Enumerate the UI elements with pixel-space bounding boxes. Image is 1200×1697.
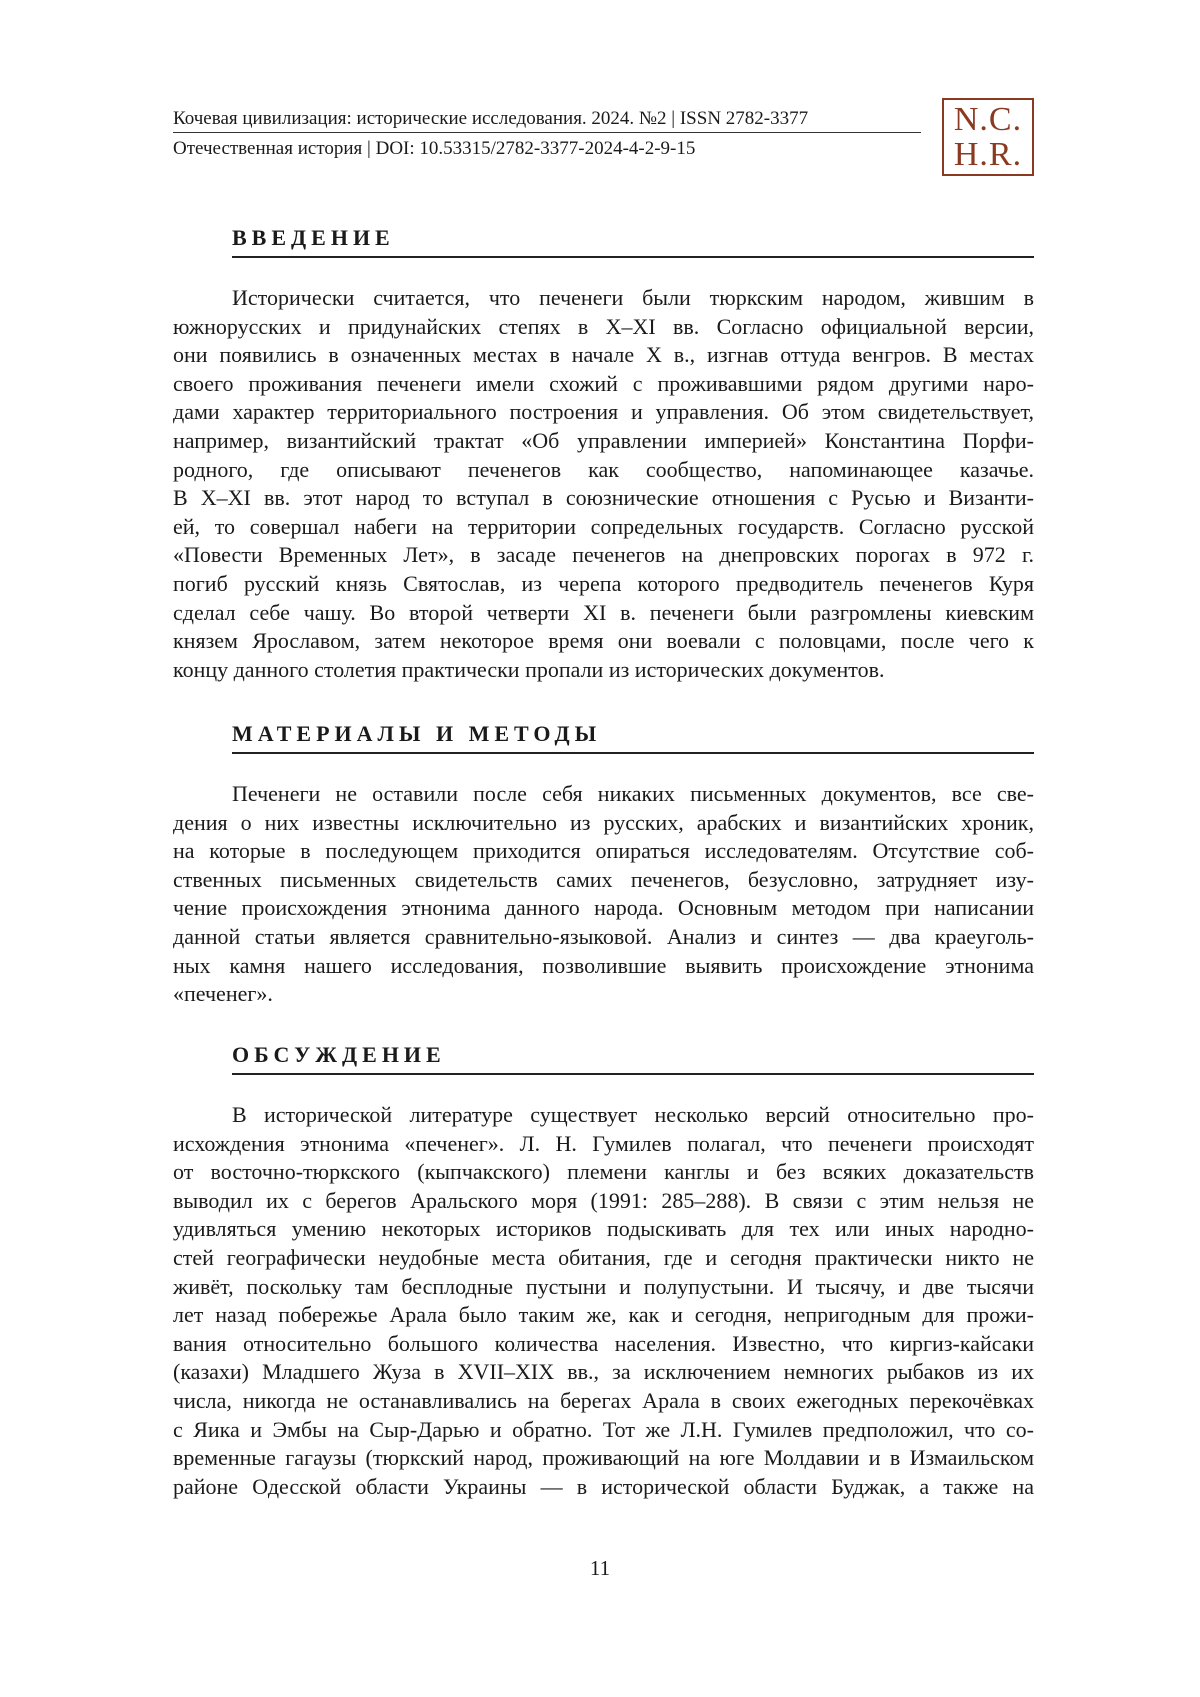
text-line: погиб русский князь Святослав, из черепа которого предводитель печенегов Куря xyxy=(173,570,1034,596)
text-line: ственных письменных свидетельств самих печенегов, безусловно, затрудняет изу- xyxy=(173,866,1034,892)
text-line: ных камня нашего исследования, позволившие выявить происхождение этнонима xyxy=(173,952,1034,978)
logo-bottom-text: H.R. xyxy=(953,136,1023,173)
text-line: родного, где описывают печенегов как сообщество, напоминающее казачье. xyxy=(173,456,1034,482)
discussion-paragraph xyxy=(173,1101,1034,1501)
text-line: они появились в означенных местах в начале X в., изгнав оттуда венгров. В местах xyxy=(173,342,1034,368)
text-line: исхождения этнонима «печенег». Л. Н. Гумилев полагал, что печенеги происходят xyxy=(173,1130,1034,1156)
header-rule xyxy=(173,132,921,133)
text-line: стей географически неудобные места обитания, где и сегодня практически никто не xyxy=(173,1244,1034,1270)
journal-logo xyxy=(942,98,1034,176)
text-line: Исторически считается, что печенеги были тюркским народом, жившим в xyxy=(232,285,1034,310)
text-line: с Яика и Эмбы на Сыр-Дарью и обратно. Тот же Л.Н. Гумилев предположил, что со- xyxy=(173,1416,1034,1442)
materials-methods-paragraph xyxy=(173,780,1034,1009)
text-line: В исторической литературе существует несколько версий относительно про- xyxy=(232,1102,1034,1127)
section-doi: Отечественная история | DOI: 10.53315/2782-3377-2024-4-2-9-15 xyxy=(173,138,696,159)
text-line: на которые в последующем приходится опираться исследователям. Отсутствие соб- xyxy=(173,838,1034,864)
text-line: В X–XI вв. этот народ то вступал в союзнические отношения с Русью и Византи- xyxy=(173,485,1034,511)
text-line: вания относительно большого количества населения. Известно, что киргиз-кайсаки xyxy=(173,1330,1034,1356)
text-line: князем Ярославом, затем некоторое время они воевали с половцами, после чего к xyxy=(173,628,1034,654)
text-line: от восточно-тюркского (кыпчакского) племени канглы и без всяких доказательств xyxy=(173,1159,1034,1185)
text-line: (казахи) Младшего Жуза в XVII–XIX вв., за исключением немногих рыбаков из их xyxy=(173,1359,1034,1385)
text-line: данной статьи является сравнительно-языковой. Анализ и синтез — два краеуголь- xyxy=(173,923,1034,949)
logo-top-text: N.C. xyxy=(953,101,1023,138)
running-header xyxy=(173,106,921,162)
section-title-materials-methods: МАТЕРИАЛЫ И МЕТОДЫ xyxy=(232,719,1034,754)
text-line: «Повести Временных Лет», в засаде печенегов на днепровских порогах в 972 г. xyxy=(173,542,1034,568)
text-line: дения о них известны исключительно из русских, арабских и византийских хроник, xyxy=(173,809,1034,835)
text-line: сделал себе чашу. Во второй четверти XI в. печенеги были разгромлены киевским xyxy=(173,599,1034,625)
introduction-paragraph xyxy=(173,284,1034,684)
text-line: лет назад побережье Арала было таким же, как и сегодня, непригодным для прожи- xyxy=(173,1302,1034,1328)
page-number: 11 xyxy=(589,1556,611,1580)
text-line: числа, никогда не останавливались на берегах Арала в своих ежегодных перекочёвках xyxy=(173,1387,1034,1413)
text-line: временные гагаузы (тюркский народ, проживающий на юге Молдавии и в Измаильском xyxy=(173,1445,1034,1471)
text-line: удивляться умению некоторых историков подыскивать для тех или иных народно- xyxy=(173,1216,1034,1242)
text-line: выводил их с берегов Аральского моря (1991: 285–288). В связи с этим нельзя не xyxy=(173,1187,1034,1213)
text-line: например, византийский трактат «Об управлении империей» Константина Порфи- xyxy=(173,427,1034,453)
section-title-discussion: ОБСУЖДЕНИЕ xyxy=(232,1040,1034,1075)
text-line: концу данного столетия практически пропали из исторических документов. xyxy=(173,656,885,682)
text-line: живёт, поскольку там бесплодные пустыни и полупустыни. И тысячу, и две тысячи xyxy=(173,1273,1034,1299)
text-line: ей, то совершал набеги на территории сопредельных государств. Согласно русской xyxy=(173,513,1034,539)
section-title-introduction: ВВЕДЕНИЕ xyxy=(232,223,1034,258)
text-line: дами характер территориального построения и управления. Об этом свидетельствует, xyxy=(173,399,1034,425)
text-line: районе Одесской области Украины — в исторической области Буджак, а также на xyxy=(173,1473,1034,1499)
text-line: «печенег». xyxy=(173,981,273,1007)
text-line: Печенеги не оставили после себя никаких письменных документов, все све- xyxy=(232,781,1034,806)
text-line: своего проживания печенеги имели схожий с проживавшими рядом другими наро- xyxy=(173,370,1034,396)
journal-citation: Кочевая цивилизация: исторические исследования. 2024. №2 | ISSN 2782-3377 xyxy=(173,108,809,129)
text-line: чение происхождения этнонима данного народа. Основным методом при написании xyxy=(173,895,1034,921)
text-line: южнорусских и придунайских степях в X–XI вв. Согласно официальной версии, xyxy=(173,313,1034,339)
